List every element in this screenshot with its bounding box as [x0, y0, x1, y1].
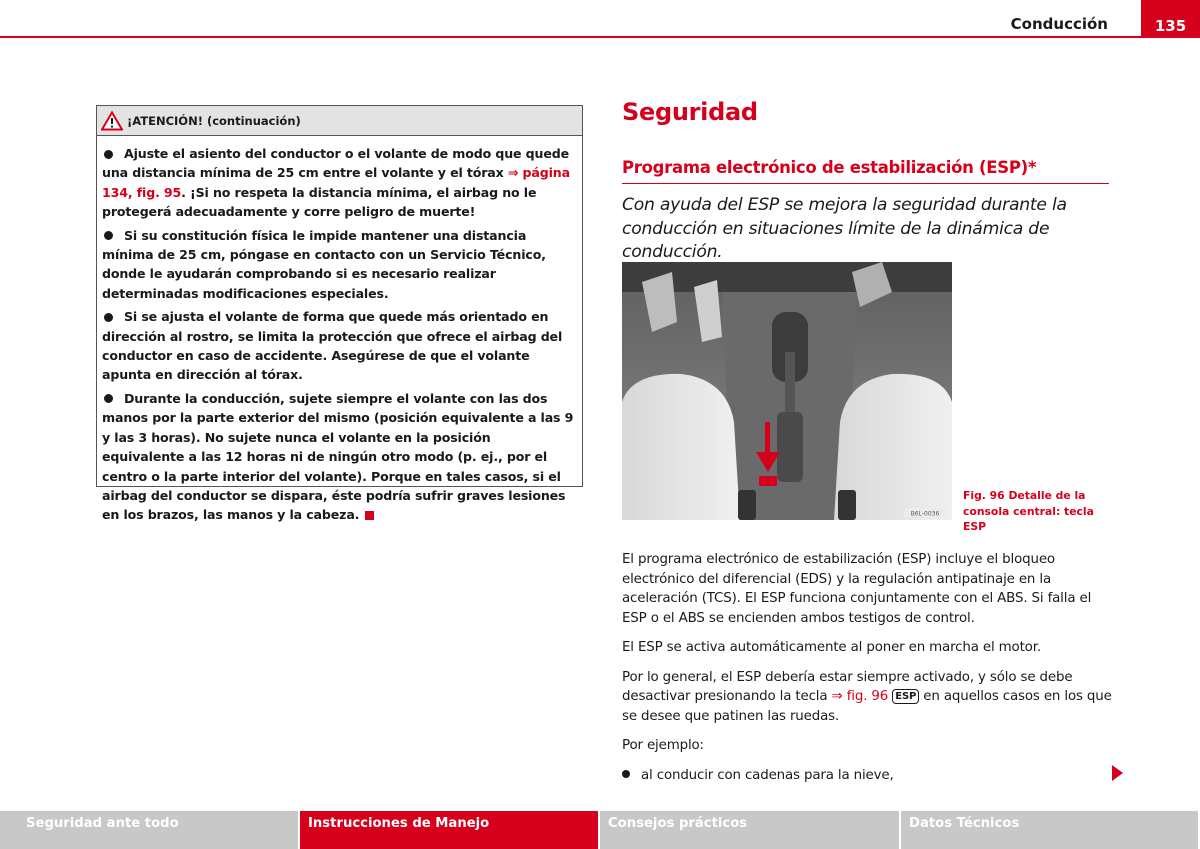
intro-text: Con ayuda del ESP se mejora la seguridad durante la conducción en situaciones límite de la dinámica de conducción. — [622, 195, 1067, 262]
warning-item-text: Si su constitución física le impide mantener una distancia mínima de 25 cm, póngase en contacto con un Servicio Técnico, donde le ayudarán comprobando si es necesario realizar determinadas modificaciones especiales. — [102, 227, 546, 301]
warning-item — [102, 144, 576, 222]
page-reference-link[interactable]: ⇒ página 134, fig. 95 — [102, 165, 570, 200]
subsection-rule — [622, 183, 1109, 184]
list-item — [622, 766, 1114, 786]
footer-nav — [0, 811, 1200, 849]
tab-datos-tecnicos[interactable]: Datos Técnicos — [901, 811, 1198, 849]
bullet-icon — [104, 313, 113, 322]
paragraph-text: en aquellos casos en los que se desee que patinen las ruedas. — [622, 689, 1112, 724]
paragraph: El ESP se activa automáticamente al poner en marcha el motor. — [622, 640, 1041, 655]
chapter-title: Conducción — [1010, 15, 1108, 33]
body-text — [622, 550, 1114, 795]
warning-item — [102, 389, 576, 525]
list-item-text: al conducir con cadenas para la nieve, — [641, 767, 894, 783]
bullet-icon — [104, 231, 113, 240]
tab-consejos-practicos[interactable]: Consejos prácticos — [600, 811, 899, 849]
warning-item-text: Durante la conducción, sujete siempre el volante con las dos manos por la parte exterior del mismo (posición equivalente a las 9 y las 3 horas). No sujete nunca el volante en la posición equivalente a las 12 horas ni de ningún otro modo (p. ej., por el centro o la parte interior del volante). Porque en tales casos, si el airbag del conductor se dispara, éste podría sufrir graves lesiones en los brazos, las manos y la cabeza. — [102, 390, 574, 523]
esp-key-icon: ESP — [892, 689, 919, 704]
warning-triangle-icon — [101, 111, 123, 131]
warning-box — [96, 105, 583, 523]
figure-code: B6L-0036 — [910, 510, 940, 518]
bullet-icon — [104, 394, 113, 403]
end-of-section-icon — [365, 511, 374, 520]
bullet-icon — [104, 150, 113, 159]
figure-caption — [963, 488, 1113, 535]
warning-item-text: Si se ajusta el volante de forma que quede más orientado en dirección al rostro, se limita la protección que ofrece el airbag del conductor en caso de accidente. Asegúrese de que el volante apunta en dirección al tórax. — [102, 309, 563, 383]
paragraph-text: Por lo general, el ESP debería estar siempre activado, y sólo se debe desactivar presionando la tecla — [622, 669, 1073, 704]
header-rule — [0, 36, 1200, 38]
warning-item — [102, 307, 576, 385]
warning-item — [102, 226, 576, 304]
paragraph: Por ejemplo: — [622, 738, 704, 753]
section-title: Seguridad — [622, 98, 758, 126]
warning-body — [97, 136, 582, 525]
bullet-icon — [622, 770, 630, 778]
tab-instrucciones-de-manejo[interactable]: Instrucciones de Manejo — [300, 811, 598, 849]
center-console-photo — [622, 262, 952, 520]
warning-item-text: Ajuste el asiento del conductor o el volante de modo que quede una distancia mínima de 25 cm entre el volante y el tórax — [102, 146, 569, 181]
continue-arrow-icon[interactable] — [1112, 765, 1123, 781]
warning-item-text: . ¡Si no respeta la distancia mínima, el airbag no le protegerá adecuadamente y corre peligro de muerte! — [102, 184, 537, 220]
paragraph: El programa electrónico de estabilización (ESP) incluye el bloqueo electrónico del diferencial (EDS) y la regulación antipatinaje en la aceleración (TCS). El ESP funciona conjuntamente con el ABS. Si falla el ESP o el ABS se encienden ambos testigos de control. — [622, 552, 1092, 626]
figure-caption-line: Fig. 96 Detalle de la — [963, 489, 1086, 502]
subsection-title: Programa electrónico de estabilización (ESP)* — [622, 158, 1037, 177]
console-illustration — [622, 262, 952, 520]
page-number: 135 — [1141, 0, 1200, 38]
tab-seguridad-ante-todo[interactable]: Seguridad ante todo — [0, 811, 298, 849]
warning-header — [97, 106, 582, 136]
figure-reference-link[interactable]: ⇒ fig. 96 — [831, 689, 889, 704]
warning-title: ¡ATENCIÓN! (continuación) — [127, 113, 301, 128]
paragraph — [622, 668, 1114, 727]
figure-caption-line: consola central: tecla ESP — [963, 504, 1094, 533]
